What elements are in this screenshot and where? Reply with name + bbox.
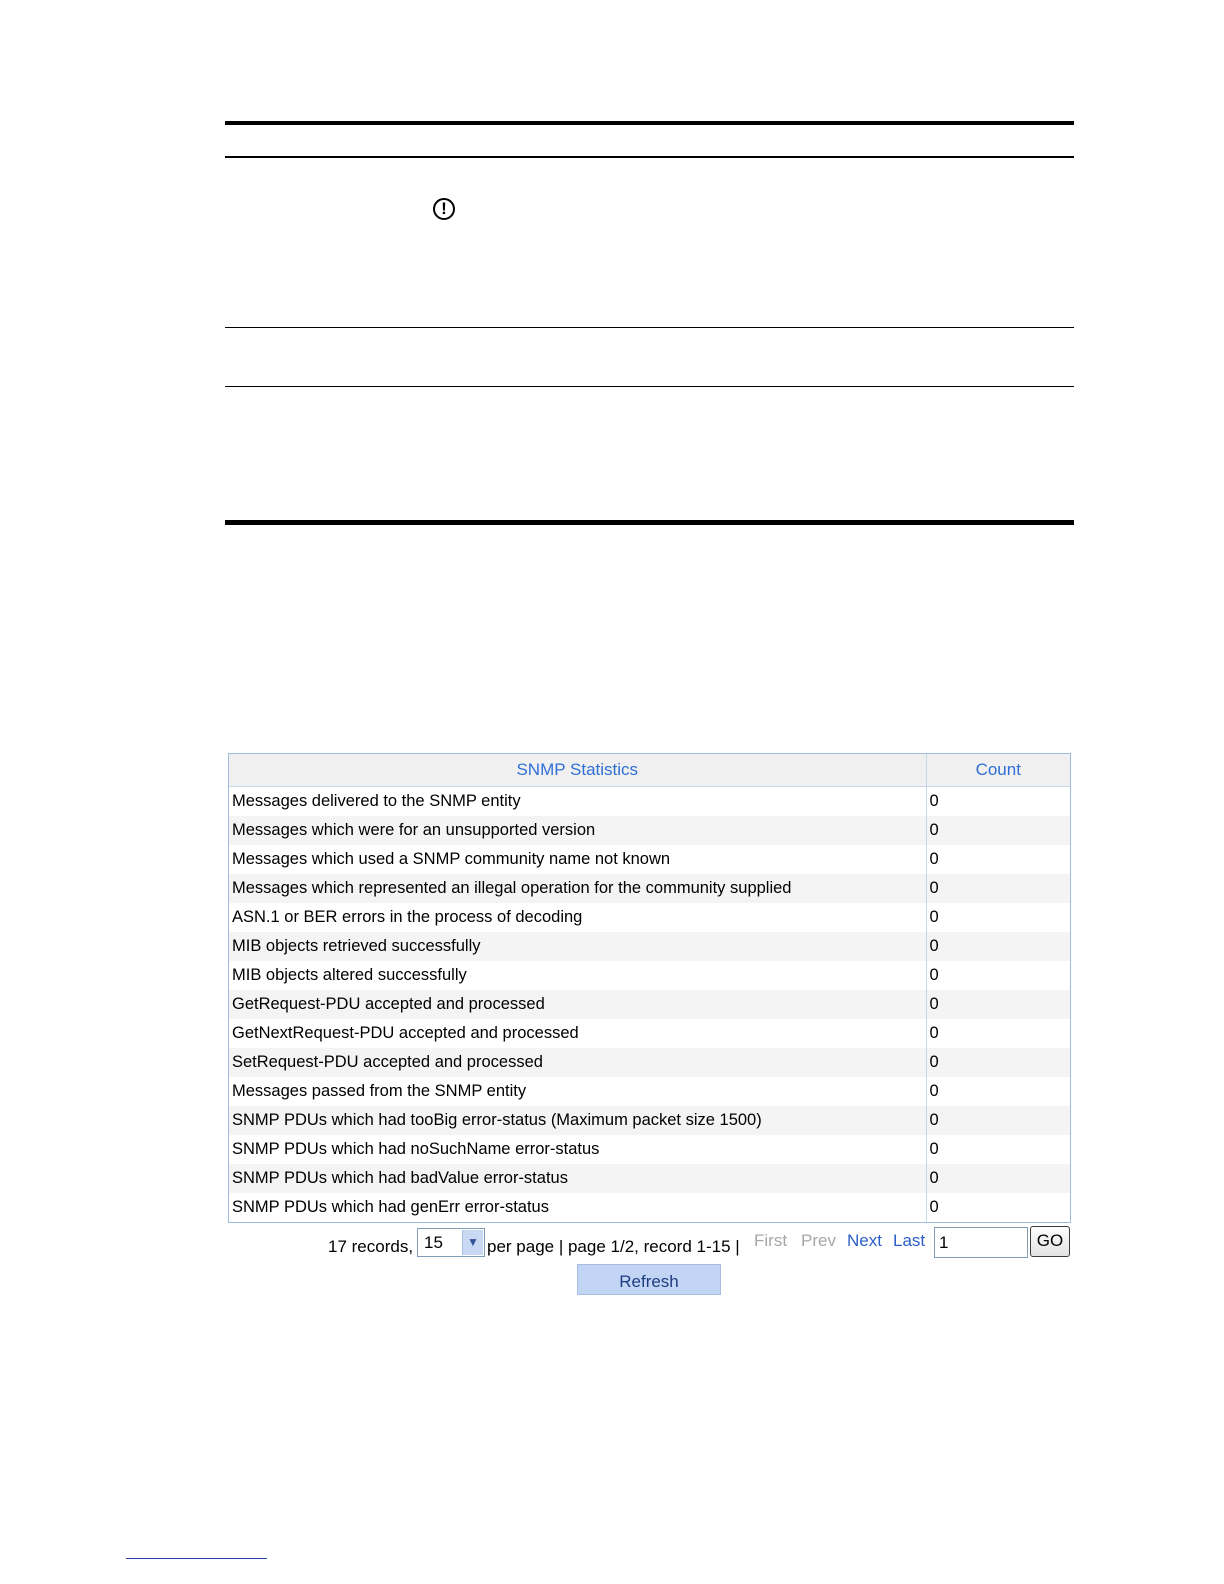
table-row — [229, 1135, 1070, 1164]
go-button[interactable]: GO — [1030, 1226, 1070, 1257]
table-row — [229, 1048, 1070, 1077]
table-row — [229, 961, 1070, 990]
pagination-bar — [320, 1226, 1075, 1258]
stat-count: 0 — [926, 787, 1070, 817]
stat-count: 0 — [926, 903, 1070, 932]
stat-count: 0 — [926, 845, 1070, 874]
page-status: per page | page 1/2, record 1-15 | — [487, 1237, 740, 1256]
stat-count: 0 — [926, 1106, 1070, 1135]
chevron-down-icon[interactable]: ▼ — [462, 1230, 483, 1255]
top-table-header-rule — [225, 156, 1074, 158]
stat-count: 0 — [926, 1019, 1070, 1048]
table-row — [229, 990, 1070, 1019]
stat-count: 0 — [926, 874, 1070, 903]
table-row — [229, 874, 1070, 903]
stat-label: Messages which were for an unsupported version — [229, 816, 926, 845]
stat-count: 0 — [926, 1193, 1070, 1222]
header-count[interactable]: Count — [926, 754, 1070, 787]
table-row — [229, 1164, 1070, 1193]
stat-count: 0 — [926, 1135, 1070, 1164]
stat-count: 0 — [926, 961, 1070, 990]
table-row — [229, 1193, 1070, 1222]
next-page-link[interactable]: Next — [847, 1231, 882, 1250]
table-row — [229, 932, 1070, 961]
top-table-rule-thick — [225, 121, 1074, 125]
stat-label: Messages which represented an illegal operation for the community supplied — [229, 874, 926, 903]
stat-count: 0 — [926, 1048, 1070, 1077]
stat-label: GetRequest-PDU accepted and processed — [229, 990, 926, 1019]
records-count: 17 records, — [328, 1237, 414, 1256]
stat-label: SNMP PDUs which had tooBig error-status (Maximum packet size 1500) — [229, 1106, 926, 1135]
table-row — [229, 845, 1070, 874]
warning-icon: ! — [433, 198, 455, 220]
snmp-statistics-table — [228, 753, 1071, 1223]
page-number-input[interactable]: 1 — [934, 1227, 1028, 1258]
stat-label: MIB objects altered successfully — [232, 966, 467, 984]
top-table-row-rule — [225, 327, 1074, 328]
header-snmp-statistics[interactable]: SNMP Statistics — [229, 754, 926, 787]
footnote-separator — [126, 1558, 267, 1559]
stat-label: Messages delivered to the SNMP entity — [232, 792, 521, 810]
per-page-value: 15 — [424, 1233, 443, 1252]
stat-count: 0 — [926, 1164, 1070, 1193]
stat-count: 0 — [926, 932, 1070, 961]
stat-label: SetRequest-PDU accepted and processed — [229, 1048, 926, 1077]
per-page-select[interactable] — [417, 1228, 485, 1257]
stat-count: 0 — [926, 990, 1070, 1019]
stat-label: GetNextRequest-PDU accepted and processed — [232, 1024, 579, 1042]
stat-label: MIB objects retrieved successfully — [229, 932, 926, 961]
prev-page-link[interactable]: Prev — [801, 1231, 836, 1250]
stat-count: 0 — [926, 1077, 1070, 1106]
table-row — [229, 903, 1070, 932]
stat-label: SNMP PDUs which had badValue error-status — [229, 1164, 926, 1193]
top-table-bottom-rule — [225, 520, 1074, 525]
stat-label: Messages which used a SNMP community name not known — [232, 850, 671, 868]
table-row — [229, 1106, 1070, 1135]
table-row — [229, 816, 1070, 845]
top-table-row-rule — [225, 386, 1074, 387]
stat-label: SNMP PDUs which had noSuchName error-status — [232, 1140, 600, 1158]
first-page-link[interactable]: First — [754, 1231, 788, 1250]
stat-label: Messages passed from the SNMP entity — [232, 1082, 527, 1100]
stat-label: ASN.1 or BER errors in the process of decoding — [232, 908, 583, 926]
table-row — [229, 1019, 1070, 1048]
table-row — [229, 1077, 1070, 1106]
refresh-button[interactable]: Refresh — [577, 1264, 721, 1295]
stat-count: 0 — [926, 816, 1070, 845]
stat-label: SNMP PDUs which had genErr error-status — [232, 1198, 549, 1216]
table-row — [229, 787, 1070, 817]
last-page-link[interactable]: Last — [893, 1231, 926, 1250]
